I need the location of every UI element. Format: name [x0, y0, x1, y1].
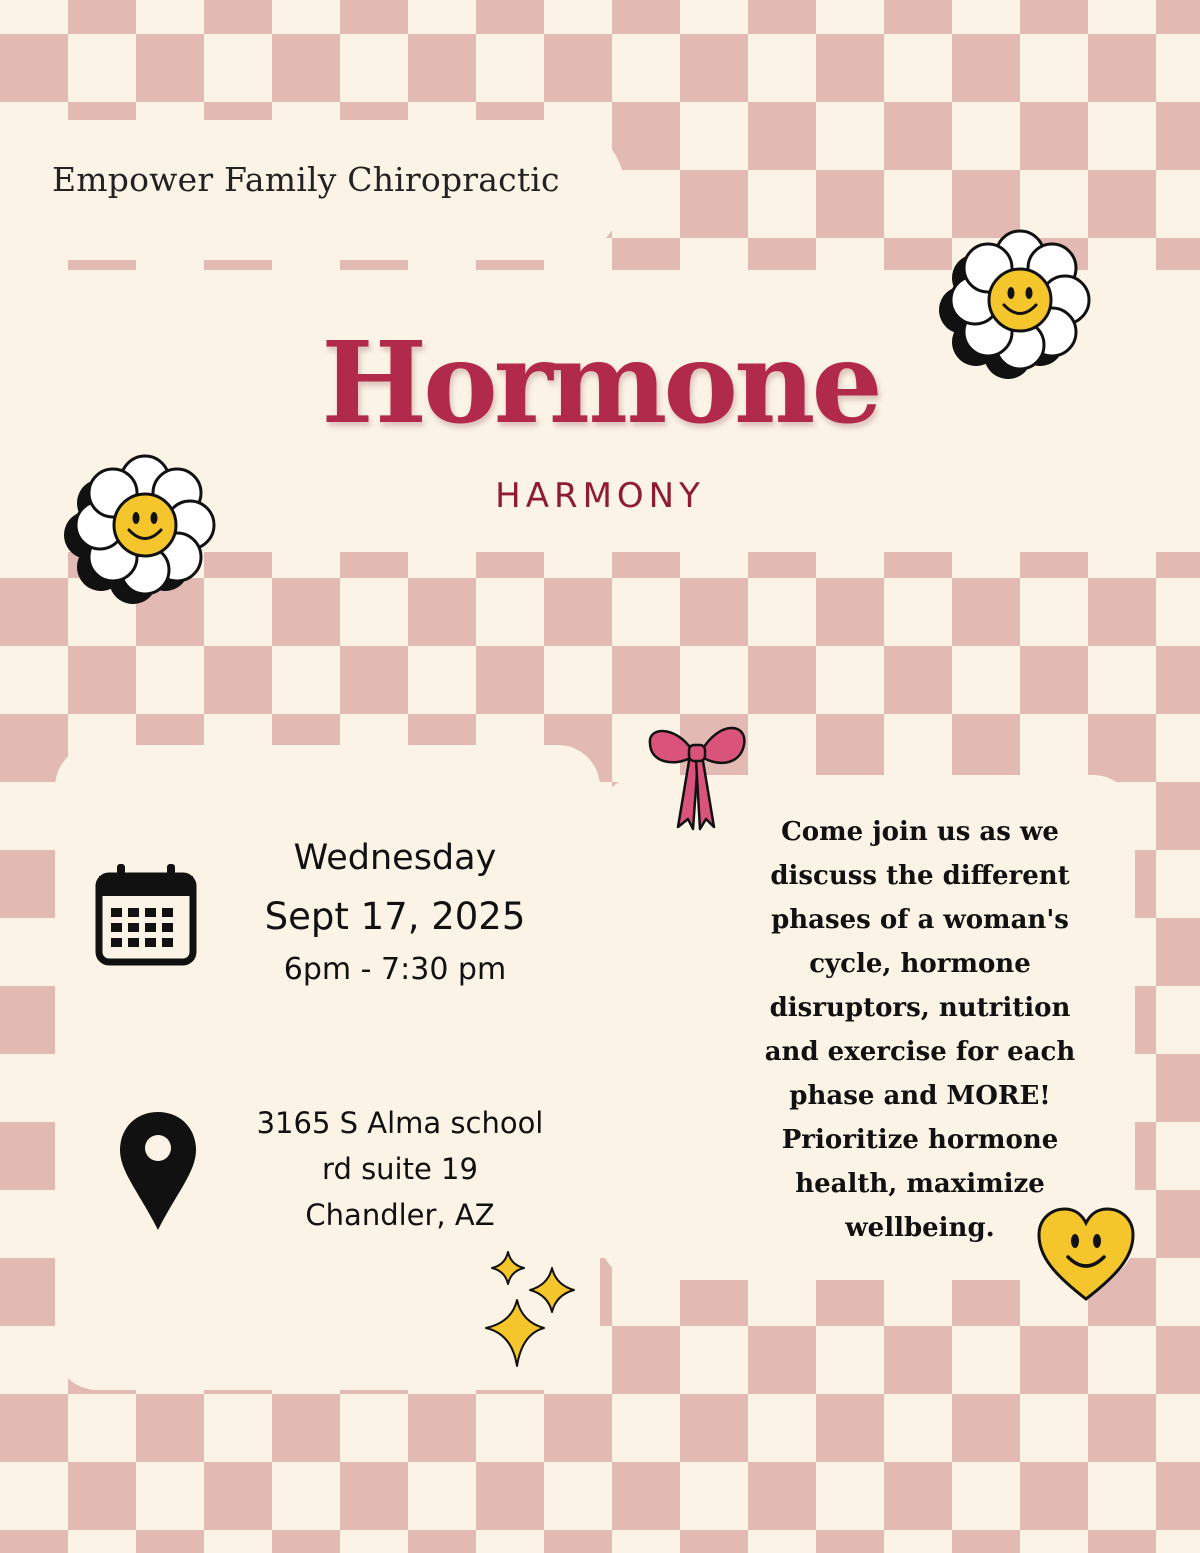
- address-line: 3165 S Alma school: [256, 1106, 544, 1140]
- event-subtitle: HARMONY: [495, 476, 705, 516]
- smiley-daisy-icon: [935, 215, 1105, 385]
- event-address: [230, 1100, 570, 1238]
- event-description: Come join us as we discuss the different phases of a woman's cycle, hormone disruptors, nutrition and exercise for each phase and MORE! Prioritize hormone health, maximize wellbeing.: [764, 817, 1076, 1243]
- map-pin-icon: [118, 1110, 198, 1232]
- smiley-daisy-icon: [60, 440, 230, 610]
- address-line: Chandler, AZ: [305, 1198, 495, 1232]
- event-day: Wednesday: [293, 838, 497, 878]
- calendar-icon: [95, 862, 197, 966]
- organization-name: Empower Family Chiropractic: [52, 160, 560, 199]
- event-title: Hormone: [321, 318, 879, 449]
- ribbon-bow-icon: [640, 715, 755, 835]
- address-line: rd suite 19: [322, 1152, 478, 1186]
- smiley-heart-icon: [1035, 1205, 1137, 1303]
- sparkles-icon: [482, 1248, 582, 1370]
- event-date: Sept 17, 2025: [264, 895, 526, 938]
- event-time: 6pm - 7:30 pm: [283, 952, 507, 987]
